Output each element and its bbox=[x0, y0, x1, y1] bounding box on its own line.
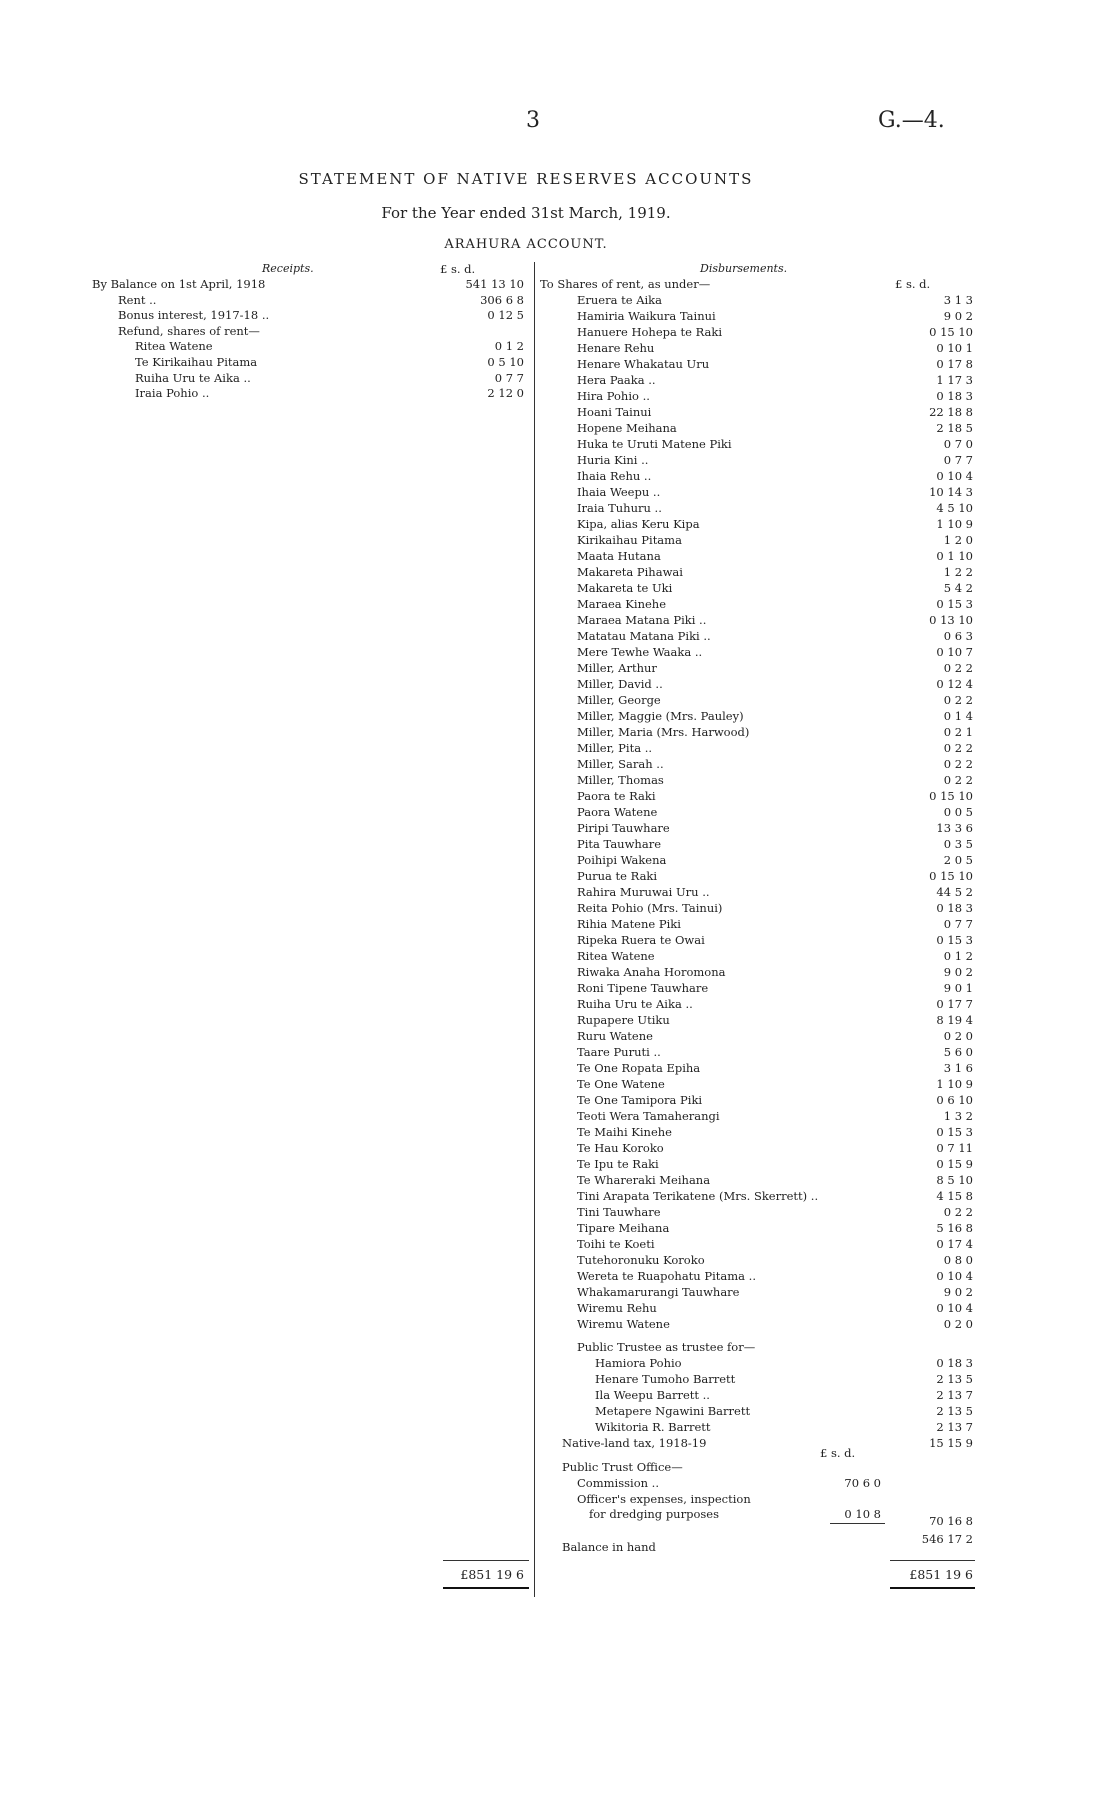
disbursement-amount: 0 12 4 bbox=[936, 677, 973, 691]
disbursement-name: Makareta te Uki bbox=[577, 581, 673, 595]
disbursement-name: Matatau Matana Piki .. bbox=[577, 629, 711, 643]
disbursement-amount: 4 5 10 bbox=[936, 501, 973, 515]
disbursement-amount: 0 15 3 bbox=[936, 933, 973, 947]
disbursement-amount: 5 6 0 bbox=[943, 1045, 973, 1059]
disbursement-amount: 0 10 4 bbox=[936, 1269, 973, 1283]
public-trust-label: Public Trust Office— bbox=[562, 1460, 683, 1474]
disbursement-amount: 1 2 2 bbox=[943, 565, 973, 579]
disbursement-name: Miller, Thomas bbox=[577, 773, 664, 787]
disbursement-name: Wiremu Watene bbox=[577, 1317, 670, 1331]
disbursement-amount: 0 18 3 bbox=[936, 901, 973, 915]
expenses-amount: 0 10 8 bbox=[844, 1507, 881, 1521]
disbursement-name: Purua te Raki bbox=[577, 869, 658, 883]
disbursement-amount: 0 8 0 bbox=[943, 1253, 973, 1267]
disbursement-amount: 0 2 2 bbox=[943, 693, 973, 707]
disbursement-amount: 0 10 7 bbox=[936, 645, 973, 659]
page-number: 3 bbox=[526, 108, 540, 133]
disbursement-name: Tipare Meihana bbox=[577, 1221, 670, 1235]
disbursement-amount: 22 18 8 bbox=[929, 405, 973, 419]
disbursements-currency-header: £ s. d. bbox=[895, 277, 931, 291]
trustee-beneficiary-name: Ila Weepu Barrett .. bbox=[595, 1388, 710, 1402]
document-subtitle: For the Year ended 31st March, 1919. bbox=[381, 204, 671, 222]
disbursement-amount: 0 18 3 bbox=[936, 389, 973, 403]
disbursement-name: Reita Pohio (Mrs. Tainui) bbox=[577, 901, 723, 915]
receipt-amount: 541 13 10 bbox=[465, 277, 524, 291]
disbursement-amount: 3 1 3 bbox=[943, 293, 973, 307]
disbursement-name: Ripeka Ruera te Owai bbox=[577, 933, 705, 947]
disbursement-name: Te Whareraki Meihana bbox=[577, 1173, 711, 1187]
disbursement-name: Miller, David .. bbox=[577, 677, 663, 691]
disbursement-amount: 0 15 3 bbox=[936, 1125, 973, 1139]
public-trust-subtotal: 70 16 8 bbox=[929, 1514, 973, 1528]
disbursement-name: Miller, Pita .. bbox=[577, 741, 653, 755]
receipt-amount: 0 7 7 bbox=[494, 371, 524, 385]
disbursement-name: Ritea Watene bbox=[577, 949, 655, 963]
disbursements-intro: To Shares of rent, as under— bbox=[540, 277, 711, 291]
disbursement-amount: 0 7 0 bbox=[943, 437, 973, 451]
disbursement-amount: 1 2 0 bbox=[943, 533, 973, 547]
receipts-total-rule bbox=[443, 1560, 529, 1561]
disbursement-amount: 0 17 8 bbox=[936, 357, 973, 371]
disbursement-amount: 0 7 7 bbox=[943, 917, 973, 931]
disbursement-name: Teoti Wera Tamaherangi bbox=[577, 1109, 720, 1123]
disbursement-name: Maraea Matana Piki .. bbox=[577, 613, 707, 627]
disbursement-amount: 0 1 4 bbox=[943, 709, 973, 723]
trustee-beneficiary-amount: 2 13 5 bbox=[936, 1404, 973, 1418]
receipt-label: By Balance on 1st April, 1918 bbox=[92, 277, 266, 291]
trustee-beneficiary-amount: 0 18 3 bbox=[936, 1356, 973, 1370]
disbursement-name: Makareta Pihawai bbox=[577, 565, 683, 579]
disbursement-name: Maata Hutana bbox=[577, 549, 661, 563]
trustee-beneficiary-amount: 2 13 5 bbox=[936, 1372, 973, 1386]
disbursement-name: Piripi Tauwhare bbox=[577, 821, 670, 835]
disbursement-amount: 8 19 4 bbox=[936, 1013, 973, 1027]
disbursement-name: Hopene Meihana bbox=[577, 421, 677, 435]
trustee-beneficiary-name: Henare Tumoho Barrett bbox=[595, 1372, 736, 1386]
disbursement-name: Toihi te Koeti bbox=[577, 1237, 655, 1251]
disbursements-total-rule bbox=[890, 1560, 975, 1561]
disbursement-name: Huka te Uruti Matene Piki bbox=[577, 437, 732, 451]
disbursement-amount: 13 3 6 bbox=[936, 821, 973, 835]
disbursement-name: Miller, Maggie (Mrs. Pauley) bbox=[577, 709, 744, 723]
disbursement-name: Te One Tamipora Piki bbox=[577, 1093, 703, 1107]
disbursement-name: Paora Watene bbox=[577, 805, 658, 819]
disbursement-amount: 0 15 3 bbox=[936, 597, 973, 611]
trustee-beneficiary-name: Wikitoria R. Barrett bbox=[595, 1420, 711, 1434]
disbursement-name: Pita Tauwhare bbox=[577, 837, 661, 851]
commission-label: Commission .. bbox=[577, 1476, 659, 1490]
receipt-label: Refund, shares of rent— bbox=[118, 324, 260, 338]
disbursement-name: Te Hau Koroko bbox=[577, 1141, 664, 1155]
receipt-label: Te Kirikaihau Pitama bbox=[135, 355, 258, 369]
column-divider bbox=[534, 262, 535, 1597]
trustee-beneficiary-amount: 2 13 7 bbox=[936, 1420, 973, 1434]
disbursement-amount: 0 2 2 bbox=[943, 773, 973, 787]
disbursement-amount: 5 16 8 bbox=[936, 1221, 973, 1235]
disbursement-amount: 0 13 10 bbox=[929, 613, 973, 627]
disbursement-name: Ihaia Weepu .. bbox=[577, 485, 661, 499]
disbursement-name: Rupapere Utiku bbox=[577, 1013, 670, 1027]
disbursement-amount: 1 17 3 bbox=[936, 373, 973, 387]
disbursement-name: Hera Paaka .. bbox=[577, 373, 656, 387]
disbursement-name: Te One Watene bbox=[577, 1077, 665, 1091]
disbursement-amount: 5 4 2 bbox=[943, 581, 973, 595]
trustee-beneficiary-amount: 2 13 7 bbox=[936, 1388, 973, 1402]
disbursements-header: Disbursements. bbox=[700, 262, 788, 275]
disbursement-name: Rihia Matene Piki bbox=[577, 917, 681, 931]
public-trust-currency-header: £ s. d. bbox=[820, 1446, 856, 1460]
disbursement-name: Kirikaihau Pitama bbox=[577, 533, 682, 547]
disbursement-amount: 0 17 4 bbox=[936, 1237, 973, 1251]
disbursement-amount: 0 2 2 bbox=[943, 757, 973, 771]
receipts-header: Receipts. bbox=[262, 262, 314, 275]
disbursement-amount: 0 2 2 bbox=[943, 741, 973, 755]
expenses-label-2: for dredging purposes bbox=[589, 1507, 719, 1521]
disbursement-amount: 0 6 10 bbox=[936, 1093, 973, 1107]
disbursement-name: Te Ipu te Raki bbox=[577, 1157, 659, 1171]
disbursement-amount: 0 15 10 bbox=[929, 869, 973, 883]
disbursement-name: Hoani Tainui bbox=[577, 405, 652, 419]
disbursement-amount: 9 0 1 bbox=[943, 981, 973, 995]
receipts-total: £851 19 6 bbox=[460, 1567, 524, 1582]
disbursement-name: Ruru Watene bbox=[577, 1029, 653, 1043]
disbursement-name: Hira Pohio .. bbox=[577, 389, 650, 403]
disbursement-name: Maraea Kinehe bbox=[577, 597, 666, 611]
disbursement-name: Mere Tewhe Waaka .. bbox=[577, 645, 703, 659]
disbursement-amount: 4 15 8 bbox=[936, 1189, 973, 1203]
disbursement-name: Wiremu Rehu bbox=[577, 1301, 657, 1315]
disbursement-amount: 0 0 5 bbox=[943, 805, 973, 819]
disbursement-name: Taare Puruti .. bbox=[577, 1045, 661, 1059]
receipt-label: Bonus interest, 1917-18 .. bbox=[118, 308, 270, 322]
disbursement-name: Henare Rehu bbox=[577, 341, 655, 355]
disbursement-name: Eruera te Aika bbox=[577, 293, 663, 307]
disbursement-amount: 1 10 9 bbox=[936, 517, 973, 531]
disbursement-amount: 2 18 5 bbox=[936, 421, 973, 435]
disbursement-name: Riwaka Anaha Horomona bbox=[577, 965, 726, 979]
page-reference: G.—4. bbox=[878, 108, 945, 133]
disbursement-name: Henare Whakatau Uru bbox=[577, 357, 710, 371]
receipt-label: Ritea Watene bbox=[135, 339, 213, 353]
document-title: STATEMENT OF NATIVE RESERVES ACCOUNTS bbox=[298, 170, 754, 188]
disbursement-amount: 0 15 9 bbox=[936, 1157, 973, 1171]
disbursement-amount: 0 1 10 bbox=[936, 549, 973, 563]
receipt-label: Iraia Pohio .. bbox=[135, 386, 210, 400]
disbursement-name: Paora te Raki bbox=[577, 789, 656, 803]
balance-label: Balance in hand bbox=[562, 1540, 656, 1554]
disbursement-name: Kipa, alias Keru Kipa bbox=[577, 517, 700, 531]
disbursement-amount: 8 5 10 bbox=[936, 1173, 973, 1187]
disbursement-name: Ruiha Uru te Aika .. bbox=[577, 997, 693, 1011]
native-land-tax-label: Native-land tax, 1918-19 bbox=[562, 1436, 707, 1450]
disbursement-name: Iraia Tuhuru .. bbox=[577, 501, 662, 515]
disbursement-amount: 0 10 4 bbox=[936, 469, 973, 483]
disbursements-total-double-rule bbox=[890, 1587, 975, 1589]
balance-amount: 546 17 2 bbox=[921, 1532, 973, 1546]
disbursement-name: Miller, George bbox=[577, 693, 661, 707]
receipt-amount: 0 12 5 bbox=[487, 308, 524, 322]
disbursement-amount: 3 1 6 bbox=[943, 1061, 973, 1075]
disbursement-amount: 1 3 2 bbox=[943, 1109, 973, 1123]
disbursement-amount: 1 10 9 bbox=[936, 1077, 973, 1091]
disbursement-amount: 0 2 0 bbox=[943, 1317, 973, 1331]
disbursement-name: Te Maihi Kinehe bbox=[577, 1125, 672, 1139]
receipt-amount: 0 5 10 bbox=[487, 355, 524, 369]
disbursement-amount: 9 0 2 bbox=[943, 1285, 973, 1299]
disbursement-name: Roni Tipene Tauwhare bbox=[577, 981, 709, 995]
disbursement-amount: 0 2 2 bbox=[943, 661, 973, 675]
receipts-currency-header: £ s. d. bbox=[440, 262, 476, 276]
disbursement-name: Miller, Arthur bbox=[577, 661, 657, 675]
disbursement-amount: 9 0 2 bbox=[943, 309, 973, 323]
trustee-beneficiary-name: Hamiora Pohio bbox=[595, 1356, 682, 1370]
disbursement-name: Miller, Sarah .. bbox=[577, 757, 664, 771]
receipts-total-double-rule bbox=[443, 1587, 529, 1589]
disbursement-amount: 0 17 7 bbox=[936, 997, 973, 1011]
disbursement-name: Whakamarurangi Tauwhare bbox=[577, 1285, 740, 1299]
receipt-amount: 0 1 2 bbox=[494, 339, 524, 353]
disbursement-amount: 0 7 11 bbox=[936, 1141, 973, 1155]
disbursement-name: Ihaia Rehu .. bbox=[577, 469, 652, 483]
disbursement-amount: 0 1 2 bbox=[943, 949, 973, 963]
disbursement-amount: 0 10 4 bbox=[936, 1301, 973, 1315]
receipt-label: Ruiha Uru te Aika .. bbox=[135, 371, 251, 385]
disbursement-name: Tini Arapata Terikatene (Mrs. Skerrett) .. bbox=[577, 1189, 819, 1203]
disbursement-amount: 0 2 1 bbox=[943, 725, 973, 739]
disbursement-amount: 0 15 10 bbox=[929, 325, 973, 339]
disbursement-amount: 0 2 0 bbox=[943, 1029, 973, 1043]
disbursement-amount: 10 14 3 bbox=[929, 485, 973, 499]
disbursement-name: Huria Kini .. bbox=[577, 453, 649, 467]
account-name: ARAHURA ACCOUNT. bbox=[444, 237, 608, 252]
disbursement-name: Poihipi Wakena bbox=[577, 853, 667, 867]
disbursement-amount: 0 6 3 bbox=[943, 629, 973, 643]
disbursement-amount: 0 10 1 bbox=[936, 341, 973, 355]
receipt-amount: 2 12 0 bbox=[487, 386, 524, 400]
disbursement-name: Hamiria Waikura Tainui bbox=[577, 309, 716, 323]
disbursement-name: Miller, Maria (Mrs. Harwood) bbox=[577, 725, 750, 739]
disbursement-amount: 0 7 7 bbox=[943, 453, 973, 467]
disbursement-amount: 0 2 2 bbox=[943, 1205, 973, 1219]
receipt-label: Rent .. bbox=[118, 293, 157, 307]
disbursement-name: Te One Ropata Epiha bbox=[577, 1061, 701, 1075]
disbursement-amount: 44 5 2 bbox=[936, 885, 973, 899]
trustee-beneficiary-name: Metapere Ngawini Barrett bbox=[595, 1404, 751, 1418]
native-land-tax-amount: 15 15 9 bbox=[929, 1436, 973, 1450]
disbursements-total: £851 19 6 bbox=[909, 1567, 973, 1582]
trustee-intro: Public Trustee as trustee for— bbox=[577, 1340, 756, 1354]
disbursement-name: Hanuere Hohepa te Raki bbox=[577, 325, 723, 339]
disbursement-name: Tini Tauwhare bbox=[577, 1205, 661, 1219]
receipt-amount: 306 6 8 bbox=[480, 293, 524, 307]
disbursement-amount: 0 15 10 bbox=[929, 789, 973, 803]
disbursement-amount: 9 0 2 bbox=[943, 965, 973, 979]
disbursement-amount: 2 0 5 bbox=[943, 853, 973, 867]
disbursement-name: Tutehoronuku Koroko bbox=[577, 1253, 705, 1267]
expenses-label-1: Officer's expenses, inspection bbox=[577, 1492, 751, 1506]
commission-amount: 70 6 0 bbox=[844, 1476, 881, 1490]
disbursement-name: Wereta te Ruapohatu Pitama .. bbox=[577, 1269, 756, 1283]
disbursement-amount: 0 3 5 bbox=[943, 837, 973, 851]
disbursement-name: Rahira Muruwai Uru .. bbox=[577, 885, 710, 899]
